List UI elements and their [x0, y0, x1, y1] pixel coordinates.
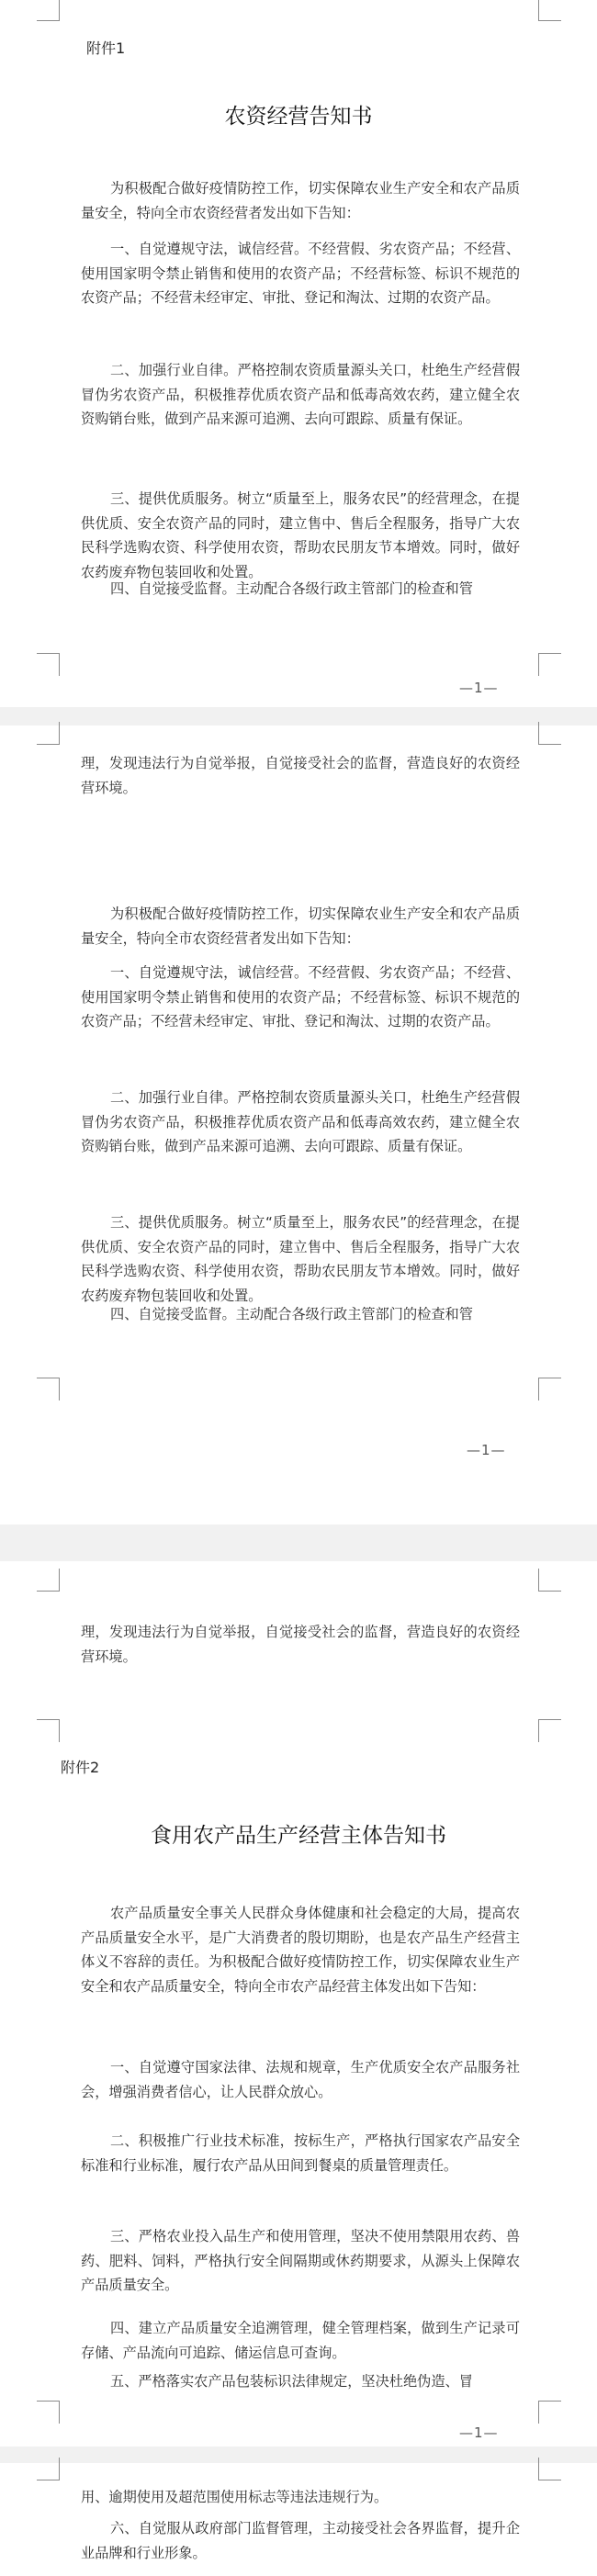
annex-label: 附件1: [86, 39, 126, 57]
paragraph-item-3-repeat: 三、提供优质服务。树立“质量至上，服务农民”的经营理念，在提供优质、安全农资产品的同时，建立售中、售后全程服务，指导广大农民科学选购农资、科学使用农资，帮助农民朋友节本增效。同时，做好农药废弃物包装回收和处置。: [81, 1214, 520, 1304]
crop-mark-top-right: [538, 0, 561, 21]
crop-mark-top-left: [37, 1569, 60, 1592]
crop-mark-bottom-right: [538, 653, 561, 676]
page-number: —1—: [459, 680, 499, 696]
page-gap: [0, 1524, 597, 1561]
crop-mark-bottom-right: [538, 2401, 561, 2424]
paragraph-item-4-start: 四、自觉接受监督。主动配合各级行政主管部门的检查和管: [110, 580, 473, 597]
paragraph-item-6: 六、自觉服从政府部门监督管理，主动接受社会各界监督，提升企业品牌和行业形象。: [81, 2520, 520, 2561]
crop-mark-top-left: [37, 0, 60, 21]
paragraph-item-2: 二、积极推广行业技术标准，按标生产，严格执行国家农产品安全标准和行业标准，履行农产品从田间到餐桌的质量管理责任。: [81, 2132, 520, 2174]
annex-label: 附件2: [61, 1759, 100, 1776]
crop-mark-top-right: [538, 722, 561, 745]
crop-mark-bottom-left: [37, 1719, 60, 1742]
crop-mark-top-right: [538, 1569, 561, 1592]
paragraph-item-4-end: 理，发现违法行为自觉举报，自觉接受社会的监督，营造良好的农资经营环境。: [81, 755, 520, 796]
intro-paragraph: 农产品质量安全事关人民群众身体健康和社会稳定的大局，提高农产品质量安全水平，是广大消费者的殷切期盼，也是农产品生产经营主体义不容辞的责任。为积极配合做好疫情防控工作，切实保障农业生产安全和农产品质量安全，特向全市农产品经营主体发出如下告知：: [81, 1905, 520, 1995]
document-title: 食用农产品生产经营主体告知书: [151, 1824, 446, 1848]
page-gap: [0, 707, 597, 726]
paragraph-item-1: 一、自觉遵规守法，诚信经营。不经营假、劣农资产品；不经营、使用国家明令禁止销售和使用的农资产品；不经营标签、标识不规范的农资产品；不经营未经审定、审批、登记和淘汰、过期的农资产品。: [81, 241, 520, 306]
paragraph-item-5-start: 五、严格落实农产品包装标识法律规定，坚决杜绝伪造、冒: [110, 2373, 473, 2390]
page-gap: [0, 2447, 597, 2463]
document-title: 农资经营告知书: [224, 105, 373, 129]
crop-mark-bottom-right: [538, 1719, 561, 1742]
paragraph-item-2: 二、加强行业自律。严格控制农资质量源头关口，杜绝生产经营假冒伪劣农资产品，积极推荐优质农资产品和低毒高效农药，建立健全农资购销台账，做到产品来源可追溯、去向可跟踪、质量有保证。: [81, 362, 520, 427]
paragraph-item-5-end: 用、逾期使用及超范围使用标志等违法违规行为。: [81, 2489, 389, 2505]
paragraph-item-4: 四、建立产品质量安全追溯管理，健全管理档案，做到生产记录可存储、产品流向可追踪、储运信息可查询。: [81, 2320, 520, 2361]
crop-mark-top-right: [538, 2458, 561, 2480]
crop-mark-top-left: [37, 722, 60, 745]
paragraph-item-3: 三、提供优质服务。树立“质量至上，服务农民”的经营理念，在提供优质、安全农资产品的同时，建立售中、售后全程服务，指导广大农民科学选购农资、科学使用农资，帮助农民朋友节本增效。同时，做好农药废弃物包装回收和处置。: [81, 490, 520, 580]
paragraph-item-4-end-repeat: 理，发现违法行为自觉举报，自觉接受社会的监督，营造良好的农资经营环境。: [81, 1624, 520, 1665]
crop-mark-bottom-right: [538, 1378, 561, 1400]
page-number: —1—: [467, 1442, 506, 1458]
intro-paragraph-repeat: 为积极配合做好疫情防控工作，切实保障农业生产安全和农产品质量安全，特向全市农资经营者发出如下告知：: [81, 906, 520, 947]
paragraph-item-2-repeat: 二、加强行业自律。严格控制农资质量源头关口，杜绝生产经营假冒伪劣农资产品，积极推荐优质农资产品和低毒高效农药，建立健全农资购销台账，做到产品来源可追溯、去向可跟踪、质量有保证。: [81, 1089, 520, 1154]
paragraph-item-3: 三、严格农业投入品生产和使用管理，坚决不使用禁限用农药、兽药、肥料、饲料，严格执行安全间隔期或休药期要求，从源头上保障农产品质量安全。: [81, 2228, 520, 2293]
paragraph-item-4-start-repeat: 四、自觉接受监督。主动配合各级行政主管部门的检查和管: [110, 1306, 473, 1322]
page-number: —1—: [459, 2424, 499, 2441]
paragraph-item-1-repeat: 一、自觉遵规守法，诚信经营。不经营假、劣农资产品；不经营、使用国家明令禁止销售和使用的农资产品；不经营标签、标识不规范的农资产品；不经营未经审定、审批、登记和淘汰、过期的农资产品。: [81, 964, 520, 1029]
paragraph-item-1: 一、自觉遵守国家法律、法规和规章，生产优质安全农产品服务社会，增强消费者信心，让人民群众放心。: [81, 2059, 520, 2100]
crop-mark-bottom-left: [37, 1378, 60, 1400]
crop-mark-top-left: [37, 2458, 60, 2480]
intro-paragraph: 为积极配合做好疫情防控工作，切实保障农业生产安全和农产品质量安全，特向全市农资经营者发出如下告知：: [81, 180, 520, 221]
crop-mark-bottom-left: [37, 2401, 60, 2424]
crop-mark-bottom-left: [37, 653, 60, 676]
